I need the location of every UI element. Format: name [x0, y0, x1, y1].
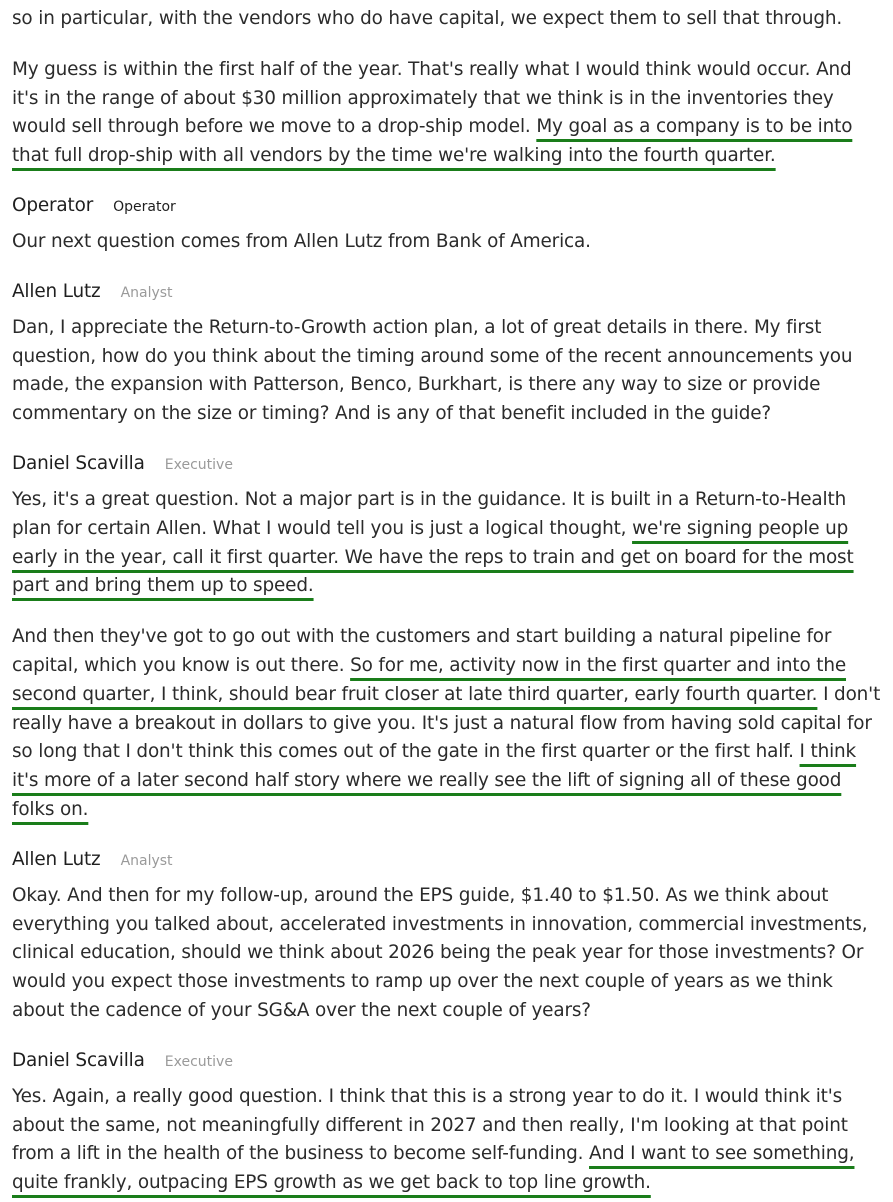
transcript-paragraph	[12, 623, 881, 825]
transcript-paragraph	[12, 56, 881, 171]
speaker-turn	[12, 195, 881, 257]
highlighted-text: My goal as a company is to be into that full drop-ship with all vendors by the time we're walking into the fourth quarter.	[12, 116, 853, 167]
speaker-name: Daniel Scavilla	[12, 452, 145, 474]
speaker-header	[12, 1050, 881, 1071]
paragraph-text: And then they've got to go out with the customers and start building a natural pipeline for capital, which you know is out there.	[12, 626, 832, 676]
highlighted-text: And I want to see something, quite frankly, outpacing EPS growth as we get back to top line growth.	[12, 1143, 855, 1194]
paragraph-text: Yes, it's a great question. Not a major part is in the guidance. It is built in a Return-to-Health plan for certain Allen. What I would tell you is just a logical thought,	[12, 488, 847, 539]
speaker-role-badge: Analyst	[120, 284, 173, 301]
paragraph-text: Okay. And then for my follow-up, around the EPS guide, $1.40 to $1.50. As we think about everything you talked about, accelerated investments in innovation, commercial investments, clinical education, should we think about 2026 being the peak year for those investments? Or would you expect those investments to ramp up over the next couple of years as we think about the cadence of your SG&A over the next couple of years?	[12, 884, 868, 1021]
speaker-turn	[12, 281, 881, 429]
speaker-header	[12, 453, 881, 474]
transcript-paragraph	[12, 486, 881, 601]
speaker-header	[12, 281, 881, 302]
speaker-turn	[12, 453, 881, 825]
speaker-turn	[12, 1050, 881, 1198]
speaker-role-badge: Analyst	[120, 852, 173, 869]
speaker-role-badge: Executive	[164, 456, 233, 473]
transcript-paragraph	[12, 5, 881, 34]
speaker-turn	[12, 849, 881, 1026]
speaker-name: Allen Lutz	[12, 280, 101, 302]
speaker-name: Allen Lutz	[12, 848, 101, 870]
transcript	[0, 5, 893, 1198]
paragraph-text: Dan, I appreciate the Return-to-Growth action plan, a lot of great details in there. My first question, how do you think about the timing around some of the recent announcements you made, the expansion with Patterson, Benco, Burkhart, is there any way to size or provide commentary on the size or timing? And is any of that benefit included in the guide?	[12, 316, 853, 425]
speaker-name: Operator	[12, 194, 94, 216]
highlighted-text: So for me, activity now in the first quarter and into the second quarter, I think, should bear fruit closer at late third quarter, early fourth quarter.	[12, 654, 847, 705]
paragraph-text: I don't really have a breakout in dollars to give you. It's just a natural flow from having sold capital for so long that I don't think this comes out of the gate in the first quarter or the first half.	[12, 683, 881, 763]
paragraph-text: so in particular, with the vendors who do have capital, we expect them to sell that through.	[12, 8, 843, 29]
speaker-header	[12, 849, 881, 870]
highlighted-text: I think it's more of a later second half story where we really see the lift of signing all of these good folks on.	[12, 741, 857, 820]
speaker-role-badge: Operator	[113, 198, 176, 215]
speaker-name: Daniel Scavilla	[12, 1049, 145, 1071]
speaker-role-badge: Executive	[164, 1053, 233, 1070]
transcript-paragraph	[12, 228, 881, 257]
paragraph-text: Yes. Again, a really good question. I think that this is a strong year to do it. I would think it's about the same, not meaningfully different in 2027 and then really, I'm looking at that point from a lift in the health of the business to become self-funding.	[12, 1085, 848, 1165]
transcript-paragraph	[12, 1083, 881, 1198]
paragraph-text: Our next question comes from Allen Lutz from Bank of America.	[12, 230, 591, 252]
speaker-header	[12, 195, 881, 216]
highlighted-text: we're signing people up early in the year, call it first quarter. We have the reps to train and get on board for the most part and bring them up to speed.	[12, 517, 854, 597]
paragraph-text: My guess is within the first half of the year. That's really what I would think would occur. And it's in the range of about $30 million approximately that we think is in the inventories they would sell through before we move to a drop-ship model.	[12, 58, 852, 138]
transcript-paragraph	[12, 882, 881, 1026]
transcript-continuation	[12, 5, 881, 171]
transcript-paragraph	[12, 314, 881, 429]
